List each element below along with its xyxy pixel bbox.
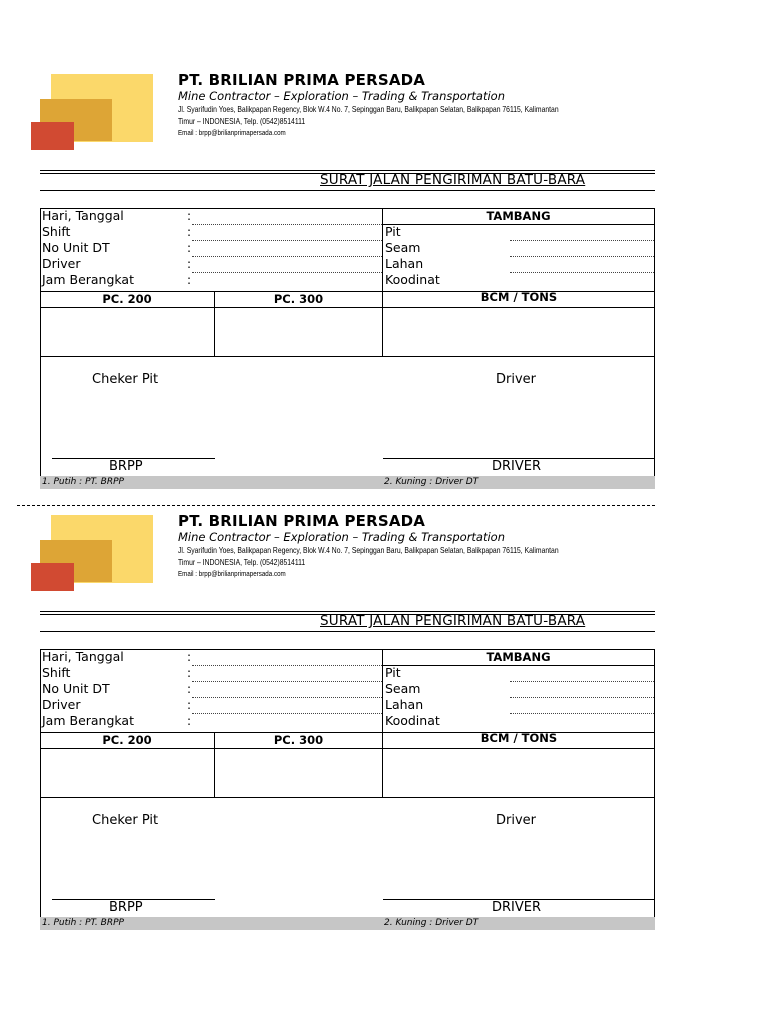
signature-label-driver: Driver xyxy=(496,813,537,828)
field-label-pit: Pit xyxy=(385,224,401,239)
company-logo xyxy=(31,74,153,152)
title-rule xyxy=(40,190,655,191)
date-field[interactable] xyxy=(192,665,382,666)
form-table xyxy=(40,649,655,930)
company-address: Jl. Syarifudin Yoes, Balikpapan Regency, Blok W.4 No. 7, Sepinggan Baru, Balikpapan Selatan, Balikpapan 76115, Kalimantan xyxy=(178,545,559,555)
field-colon: : xyxy=(187,698,192,712)
date-field[interactable] xyxy=(192,224,382,225)
company-email: Email : brpp@brilianprimapersada.com xyxy=(178,128,286,137)
signature-name-brpp: BRPP xyxy=(109,900,143,915)
delivery-form-1 xyxy=(0,0,768,487)
document-title: SURAT JALAN PENGIRIMAN BATU-BARA xyxy=(320,613,586,629)
tambang-header: TAMBANG xyxy=(486,650,551,664)
unit-field[interactable] xyxy=(192,697,382,698)
delivery-form-2 xyxy=(0,441,768,928)
field-colon: : xyxy=(187,257,192,271)
header-rule xyxy=(40,611,655,612)
field-label-seam: Seam xyxy=(385,240,421,255)
field-label-seam: Seam xyxy=(385,681,421,696)
field-label-koordinat: Koodinat xyxy=(385,272,440,287)
column-header-bcm-tons: BCM / TONS xyxy=(480,731,558,745)
header-rule xyxy=(40,170,655,171)
field-label-unit: No Unit DT xyxy=(42,240,110,255)
lahan-field[interactable] xyxy=(510,713,654,714)
field-colon: : xyxy=(187,209,192,223)
field-label-koordinat: Koodinat xyxy=(385,713,440,728)
signature-name-brpp: BRPP xyxy=(109,459,143,474)
lahan-field[interactable] xyxy=(510,272,654,273)
field-label-driver: Driver xyxy=(42,256,81,271)
column-header-pc300: PC. 300 xyxy=(273,733,324,747)
seam-field[interactable] xyxy=(510,697,654,698)
copy-note-white: 1. Putih : PT. BRPP xyxy=(42,477,124,487)
tambang-header: TAMBANG xyxy=(486,209,551,223)
copy-note-yellow: 2. Kuning : Driver DT xyxy=(384,918,479,928)
signature-label-checker: Cheker Pit xyxy=(92,813,159,828)
field-label-date: Hari, Tanggal xyxy=(42,649,124,664)
column-header-pc300: PC. 300 xyxy=(273,292,324,306)
column-header-pc200: PC. 200 xyxy=(102,733,152,747)
field-label-date: Hari, Tanggal xyxy=(42,208,124,223)
seam-field[interactable] xyxy=(510,256,654,257)
field-label-unit: No Unit DT xyxy=(42,681,110,696)
company-email: Email : brpp@brilianprimapersada.com xyxy=(178,569,286,578)
driver-field[interactable] xyxy=(192,713,382,714)
company-logo xyxy=(31,515,153,593)
signature-label-checker: Cheker Pit xyxy=(92,372,159,387)
signature-name-driver: DRIVER xyxy=(492,459,542,474)
field-label-departure: Jam Berangkat xyxy=(42,713,134,728)
pit-field[interactable] xyxy=(510,240,654,241)
field-colon: : xyxy=(187,666,192,680)
column-header-bcm-tons: BCM / TONS xyxy=(480,290,558,304)
copy-distribution-bar xyxy=(40,917,655,930)
company-name: PT. BRILIAN PRIMA PERSADA xyxy=(178,71,426,89)
company-address: Jl. Syarifudin Yoes, Balikpapan Regency, Blok W.4 No. 7, Sepinggan Baru, Balikpapan Selatan, Balikpapan 76115, Kalimantan xyxy=(178,104,559,114)
company-address-line2: Timur – INDONESIA, Telp. (0542)8514111 xyxy=(178,557,306,567)
field-label-lahan: Lahan xyxy=(385,256,424,271)
title-rule xyxy=(40,631,655,632)
field-colon: : xyxy=(187,273,192,287)
shift-field[interactable] xyxy=(192,240,382,241)
copy-note-white: 1. Putih : PT. BRPP xyxy=(42,918,124,928)
field-label-lahan: Lahan xyxy=(385,697,424,712)
field-colon: : xyxy=(187,225,192,239)
column-header-pc200: PC. 200 xyxy=(102,292,152,306)
driver-field[interactable] xyxy=(192,272,382,273)
document-title: SURAT JALAN PENGIRIMAN BATU-BARA xyxy=(320,172,586,188)
field-label-driver: Driver xyxy=(42,697,81,712)
pit-field[interactable] xyxy=(510,681,654,682)
company-address-line2: Timur – INDONESIA, Telp. (0542)8514111 xyxy=(178,116,306,126)
field-label-shift: Shift xyxy=(42,224,71,239)
field-label-departure: Jam Berangkat xyxy=(42,272,134,287)
field-colon: : xyxy=(187,714,192,728)
field-colon: : xyxy=(187,682,192,696)
field-colon: : xyxy=(187,241,192,255)
unit-field[interactable] xyxy=(192,256,382,257)
copy-note-yellow: 2. Kuning : Driver DT xyxy=(384,477,479,487)
shift-field[interactable] xyxy=(192,681,382,682)
signature-name-driver: DRIVER xyxy=(492,900,542,915)
company-tagline: Mine Contractor – Exploration – Trading & Transportation xyxy=(178,530,506,544)
company-name: PT. BRILIAN PRIMA PERSADA xyxy=(178,512,426,530)
field-label-pit: Pit xyxy=(385,665,401,680)
signature-label-driver: Driver xyxy=(496,372,537,387)
company-tagline: Mine Contractor – Exploration – Trading & Transportation xyxy=(178,89,506,103)
field-label-shift: Shift xyxy=(42,665,71,680)
field-colon: : xyxy=(187,650,192,664)
